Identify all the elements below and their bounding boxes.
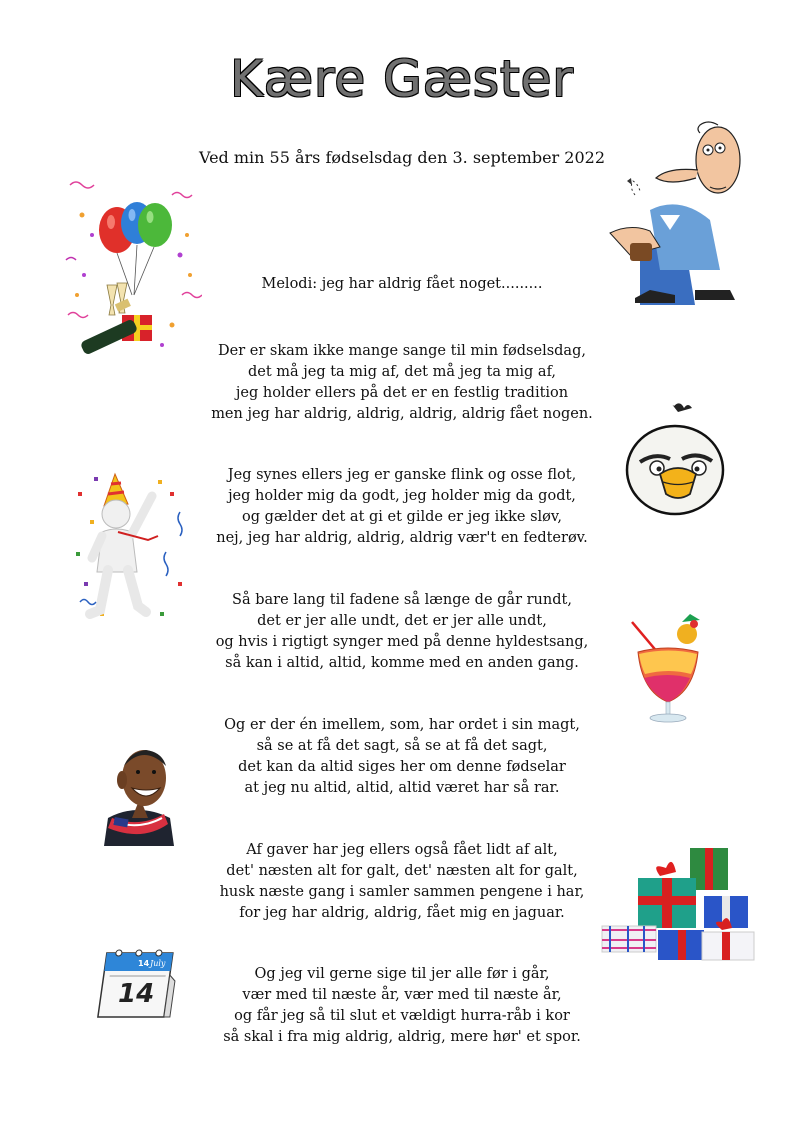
verse-line: så se at få det sagt, så se at få det sagt, (256, 738, 548, 754)
page-subtitle: Ved min 55 års fødselsdag den 3. september 2022 (198, 148, 605, 167)
verse-line: og hvis i rigtigt synger med på denne hyldestsang, (215, 634, 589, 650)
calendar-icon (94, 945, 176, 1020)
verse-line: men jeg har aldrig, aldrig, aldrig, aldrig fået nogen. (211, 406, 593, 422)
calendar-day: 14 (118, 979, 155, 1009)
verse-line: og gælder det at gi et gilde er jeg ikke sløv, (242, 509, 562, 525)
verse-5 (200, 840, 604, 924)
verse-line: at jeg nu altid, altid, altid været har så rar. (244, 780, 560, 796)
verse-line: for jeg har aldrig, aldrig, fået mig en jaguar. (239, 905, 565, 921)
verse-line: nej, jeg har aldrig, aldrig, aldrig vær't en fedterøv. (216, 530, 588, 546)
page-title: Kære Gæster (230, 50, 574, 108)
party-balloons-champagne-icon (62, 175, 202, 360)
verse-3 (200, 590, 604, 674)
verse-line: det må jeg ta mig af, det må jeg ta mig af, (247, 364, 557, 380)
verse-line: så skal i fra mig aldrig, aldrig, mere hør' et spor. (223, 1029, 581, 1045)
verse-line: og får jeg så til slut et vældigt hurra-råb i kor (234, 1008, 570, 1024)
verse-line: så kan i altid, altid, komme med en anden gang. (225, 655, 579, 671)
party-hat-figure-icon (70, 472, 190, 632)
calendar-month: July (150, 959, 166, 968)
verse-line: det kan da altid siges her om denne fødselar (238, 759, 566, 775)
cocktail-icon (622, 612, 712, 724)
white-angry-bird-icon (620, 402, 730, 520)
verse-line: vær med til næste år, vær med til næste år, (242, 987, 562, 1003)
verse-line: Og jeg vil gerne sige til jer alle før i går, (254, 966, 550, 982)
verse-line: husk næste gang i samler sammen pengene i har, (219, 884, 585, 900)
verse-line: Så bare lang til fadene så længe de går rundt, (232, 592, 572, 608)
verse-line: Jeg synes ellers jeg er ganske flink og osse flot, (227, 467, 577, 483)
melody-line: Melodi: jeg har aldrig fået noget......... (261, 276, 543, 292)
gift-boxes-icon (598, 848, 760, 963)
verse-6 (200, 964, 604, 1048)
verse-line: Af gaver har jeg ellers også fået lidt af alt, (246, 842, 558, 858)
calendar-day-small: 14 (138, 959, 150, 968)
verse-1 (200, 341, 604, 425)
verse-2 (200, 465, 604, 549)
verse-line: det er jer alle undt, det er jer alle undt, (257, 613, 547, 629)
caricature-man-icon (100, 738, 180, 846)
verse-4 (200, 715, 604, 799)
verse-line: jeg holder mig da godt, jeg holder mig da godt, (228, 488, 576, 504)
verse-line: Og er der én imellem, som, har ordet i sin magt, (224, 717, 580, 733)
verse-line: jeg holder ellers på det er en festlig tradition (235, 385, 569, 401)
verse-line: Der er skam ikke mange sange til min fødselsdag, (218, 343, 586, 359)
cartoon-man-icon (600, 115, 745, 310)
verse-line: det' næsten alt for galt, det' næsten alt for galt, (226, 863, 578, 879)
